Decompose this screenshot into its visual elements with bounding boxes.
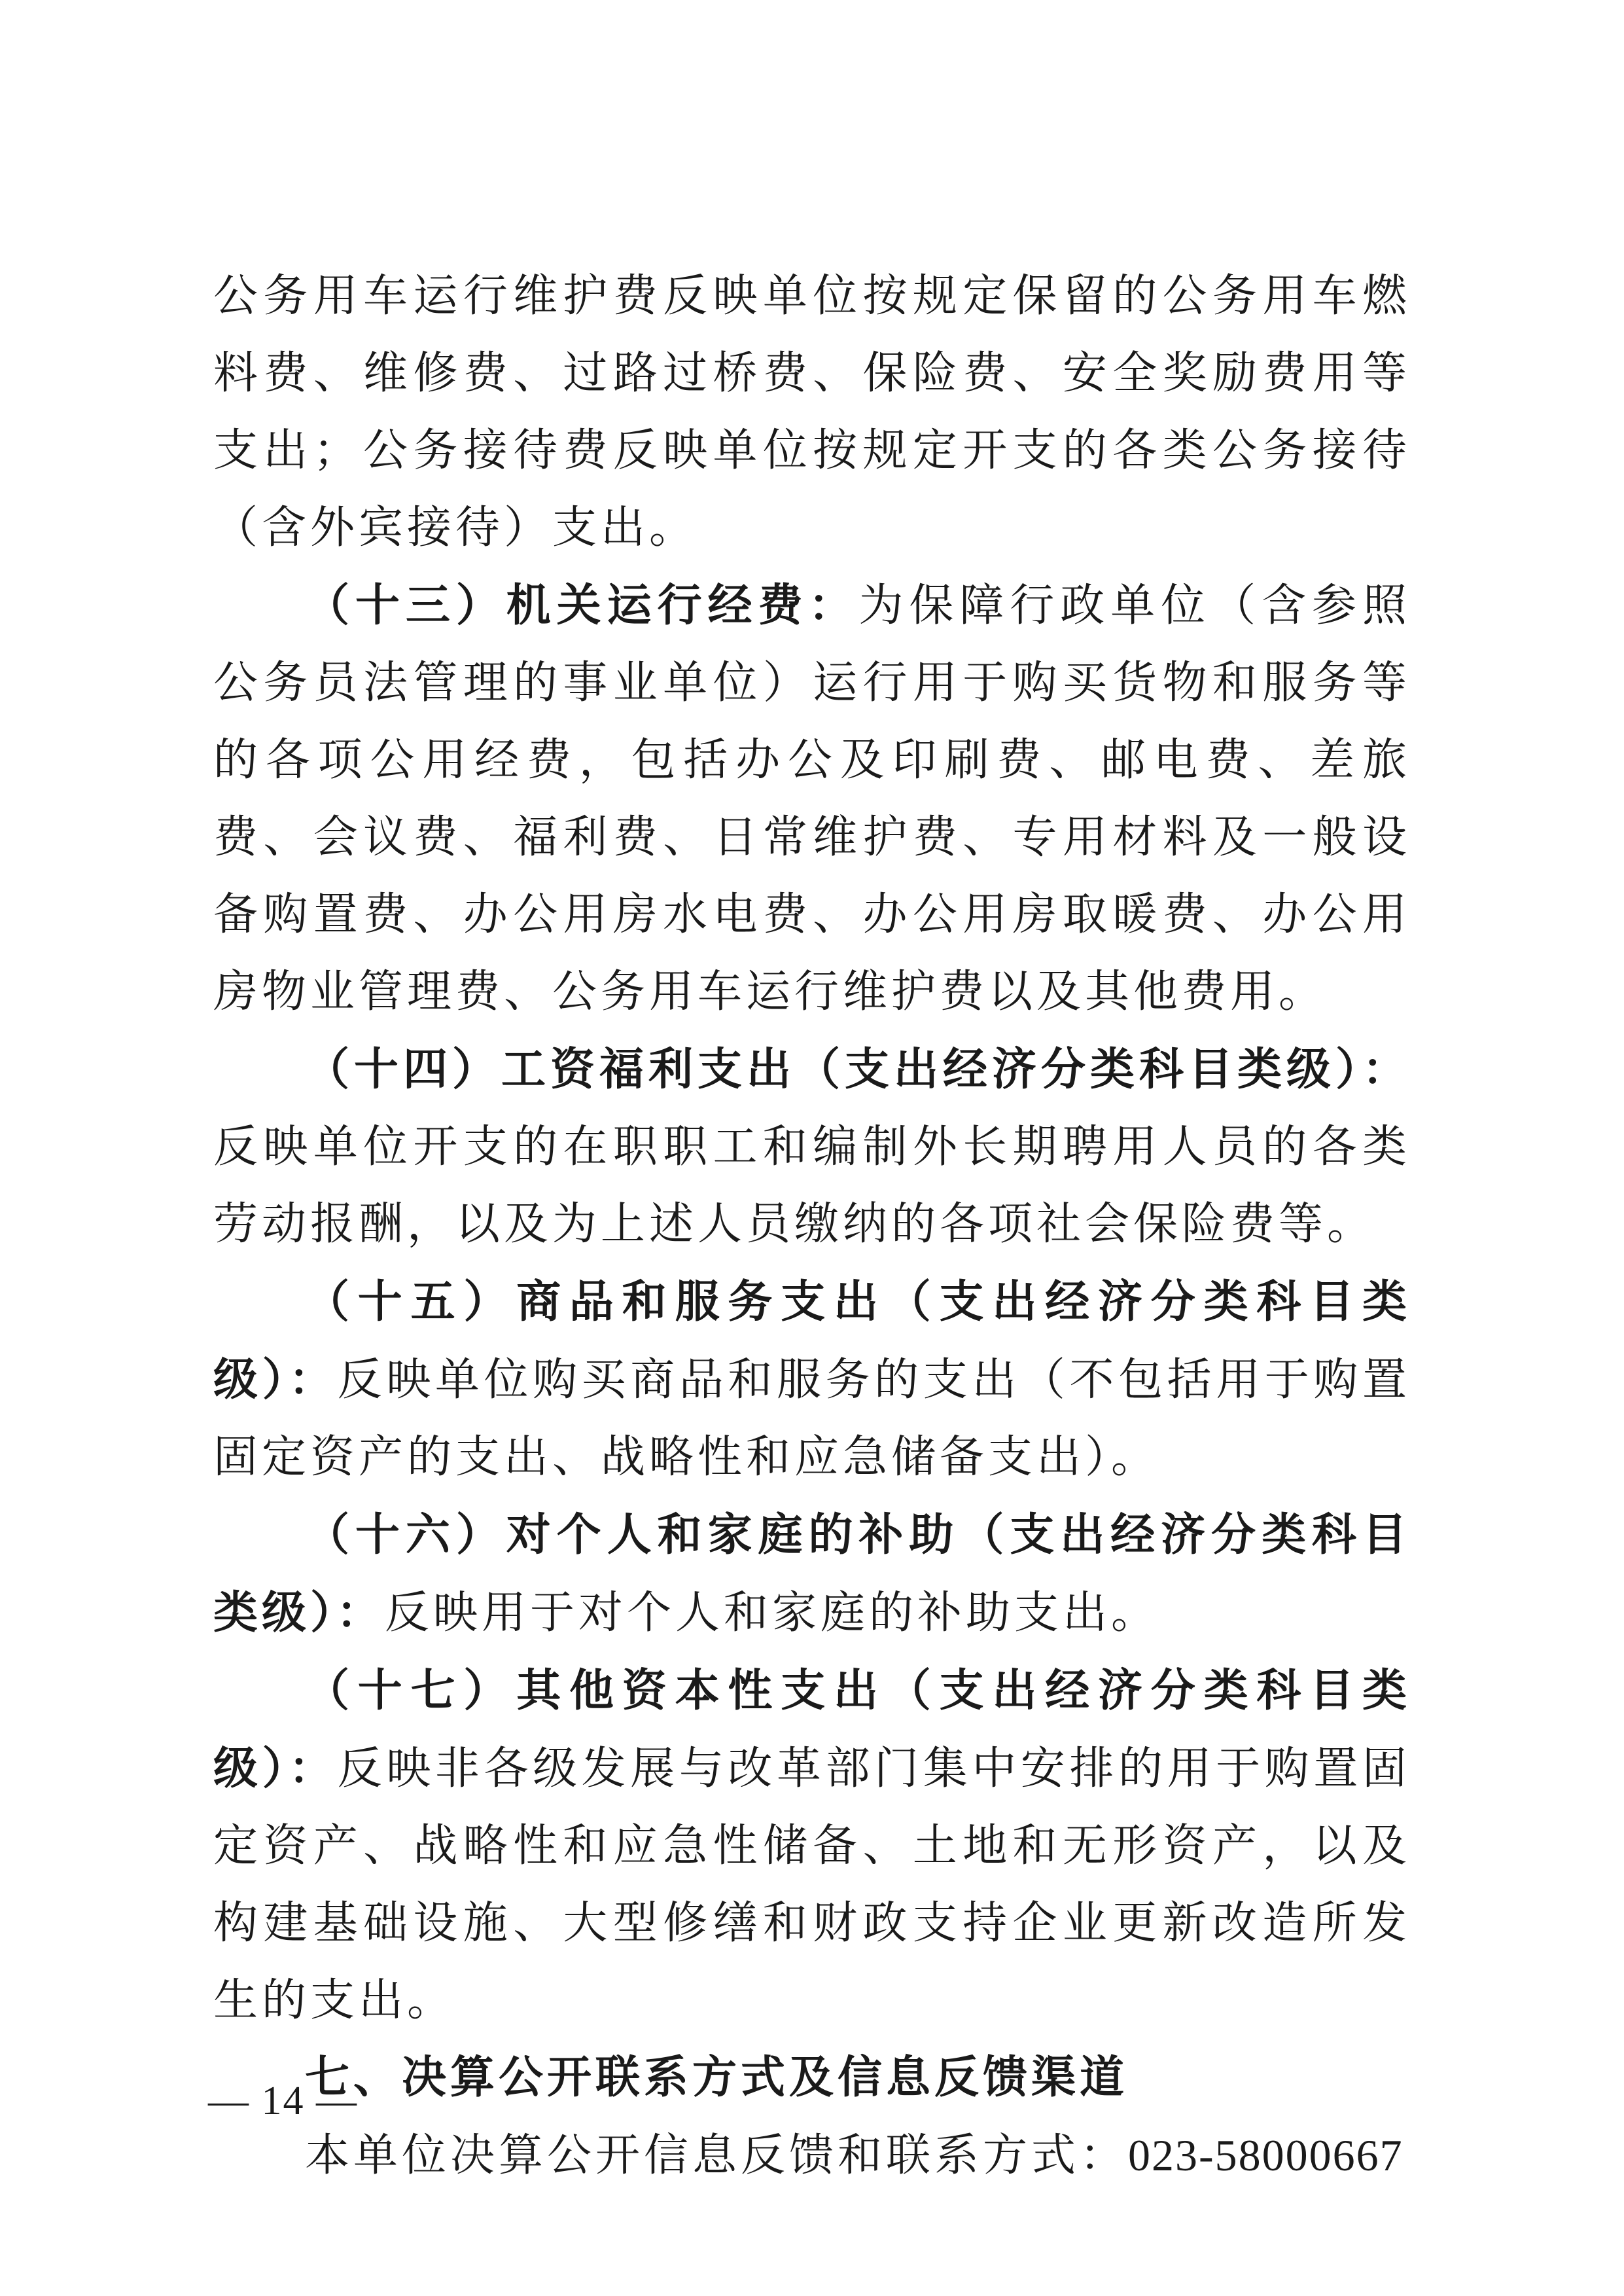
item-15-title: （十五）商品和服务支出（支出经济分类科目类级）： [213, 1276, 1411, 1406]
page-number: — 14 — [208, 2079, 358, 2123]
item-17-title: （十七）其他资本性支出（支出经济分类科目类级）： [213, 1664, 1411, 1795]
paragraph-item-14 [213, 1031, 1411, 1263]
contact-line [213, 2117, 1411, 2195]
item-14-title: （十四）工资福利支出（支出经济分类科目类级）： [305, 1043, 1411, 1096]
paragraph-item-15 [213, 1263, 1411, 1496]
item-16-title: （十六）对个人和家庭的补助（支出经济分类科目类级）： [213, 1509, 1411, 1639]
paragraph-item-17 [213, 1652, 1411, 2039]
item-14-body: 反映单位开支的在职职工和编制外长期聘用人员的各类劳动报酬，以及为上述人员缴纳的各项社会保险费等。 [213, 1121, 1411, 1250]
item-13-body: 为保障行政单位（含参照公务员法管理的事业单位）运行用于购买货物和服务等的各项公用经费，包括办公及印刷费、邮电费、差旅费、会议费、福利费、日常维护费、专用材料及一般设备购置费、办公用房水电费、办公用房取暖费、办公用房物业管理费、公务用车运行维护费以及其他费用。 [213, 580, 1411, 1018]
paragraph-item-16 [213, 1496, 1411, 1652]
contact-label: 本单位决算公开信息反馈和联系方式： [305, 2130, 1129, 2181]
document-body [213, 258, 1411, 2195]
paragraph-text: 公务用车运行维护费反映单位按规定保留的公务用车燃料费、维修费、过路过桥费、保险费、安全奖励费用等支出；公务接待费反映单位按规定开支的各类公务接待（含外宾接待）支出。 [213, 270, 1411, 554]
contact-phone-number: 023-58000667 [1128, 2130, 1403, 2180]
paragraph-item-13 [213, 567, 1411, 1031]
item-13-title: （十三）机关运行经费： [305, 579, 859, 632]
paragraph-vehicle-reception-costs [213, 258, 1411, 567]
section-7-heading: 七、决算公开联系方式及信息反馈渠道 [305, 2052, 1129, 2104]
item-15-body: 反映单位购买商品和服务的支出（不包括用于购置固定资产的支出、战略性和应急储备支出）。 [213, 1354, 1411, 1483]
item-17-body: 反映非各级发展与改革部门集中安排的用于购置固定资产、战略性和应急性储备、土地和无形资产，以及构建基础设施、大型修缮和财政支持企业更新改造所发生的支出。 [213, 1743, 1411, 2026]
item-16-body: 反映用于对个人和家庭的补助支出。 [385, 1587, 1160, 1639]
